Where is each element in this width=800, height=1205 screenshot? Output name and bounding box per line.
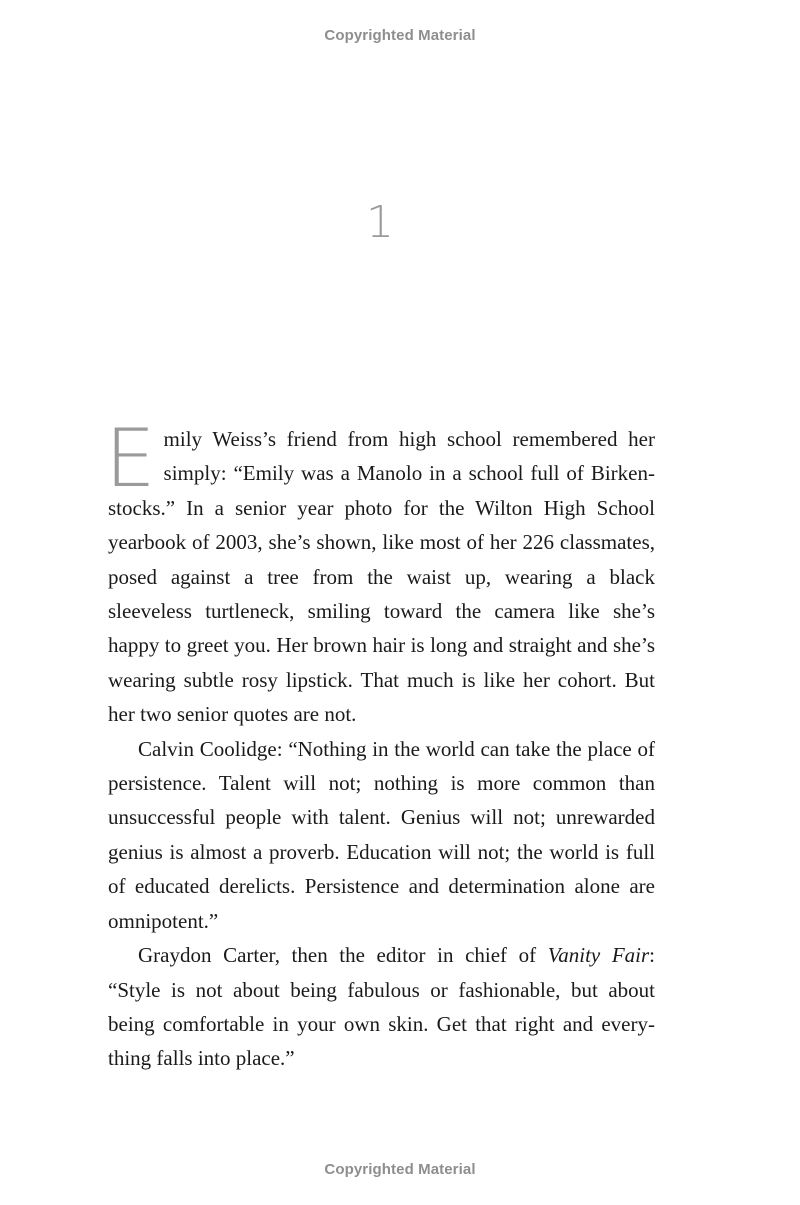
chapter-number: 1	[366, 197, 394, 248]
copyright-watermark-top: Copyrighted Material	[324, 27, 476, 44]
paragraph-1	[105, 412, 655, 732]
paragraph-1-text: mily Weiss’s friend from high school remembered her simply: “Emily was a Manolo in a school full of Birkenstocks.” In a senior year photo for the Wilton High School yearbook of 2003, she’s shown, like most of her 226 classmates, posed against a tree from the waist up, wearing a black sleeveless turtleneck, smiling toward the camera like she’s happy to greet you. Her brown hair is long and straight and she’s wearing subtle rosy lipstick. That much is like her cohort. But her two senior quotes are not.	[108, 427, 655, 727]
drop-cap: E	[105, 412, 156, 505]
paragraph-3-text-before: Graydon Carter, then the editor in chief of	[138, 943, 548, 968]
paragraph-2-text: Calvin Coolidge: “Nothing in the world can take the place of persistence. Talent will not; nothing is more common than unsuccessful people with talent. Genius will not; unrewarded genius is almost a proverb. Education will not; the world is full of educated derelicts. Persistence and determination alone are omnipotent.”	[108, 736, 655, 933]
paragraph-3	[108, 938, 655, 1076]
paragraph-3-text-after: : “Style is not about being fabulous or fashionable, but about being comfortable in your own skin. Get that right and everything falls into place.”	[108, 943, 655, 1071]
copyright-watermark-bottom: Copyrighted Material	[324, 1161, 476, 1178]
paragraph-2	[108, 732, 655, 938]
chapter-body	[105, 412, 655, 1076]
magazine-title: Vanity Fair	[547, 943, 650, 968]
